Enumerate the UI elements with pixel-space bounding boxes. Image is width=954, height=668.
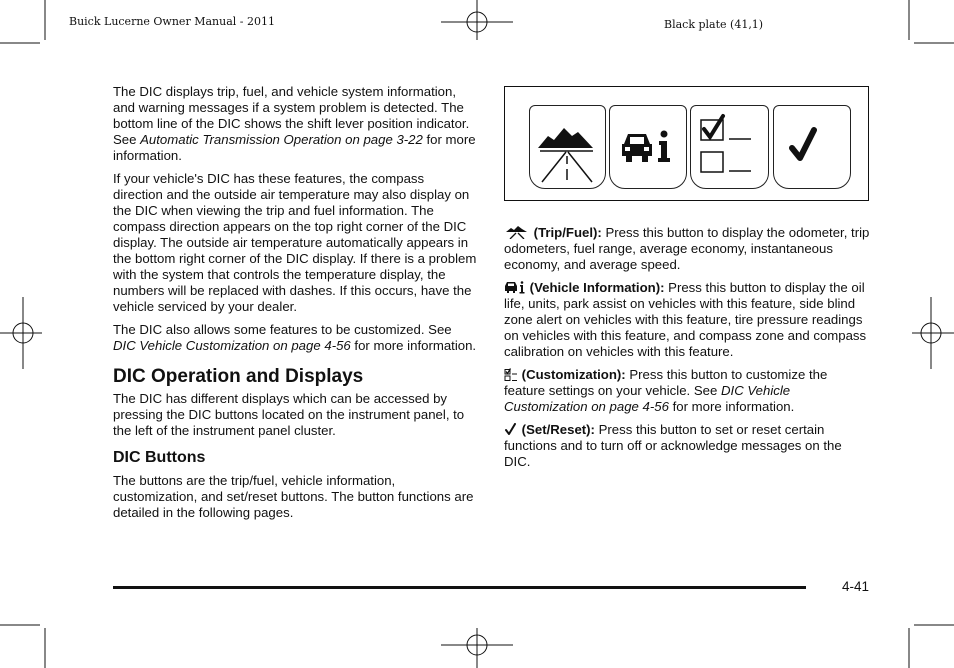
paragraph-compass-temperature: If your vehicle's DIC has these features, the compass direction and the outside air temperature may also display on the DIC when viewing the trip and fuel information. The compass direction appears on the top right corner of the DIC display. The outside air temperature automatically appears in the bottom right corner of the DIC display. If there is a problem with the system that controls the temperature display, the numbers will be replaced with dashes. If this occurs, have the vehicle serviced by your dealer. — [113, 171, 477, 314]
paragraph-text: for more information. — [350, 338, 477, 353]
right-column — [504, 225, 870, 477]
paragraph-text: for more information. — [668, 399, 795, 414]
plate-label: Black plate (41,1) — [664, 18, 764, 31]
paragraph-dic-buttons: The buttons are the trip/fuel, vehicle information, customization, and set/reset buttons. The button functions are detailed in the following pages. — [113, 473, 474, 520]
paragraph-text: The DIC displays trip, fuel, and vehicle system information, and warning messages if a system problem is detected. The bottom line of the DIC shows the shift lever position indicator. See — [113, 84, 470, 147]
left-column — [113, 84, 477, 528]
customization-description — [504, 367, 870, 415]
paragraph-text: The DIC also allows some features to be customized. See — [113, 322, 452, 337]
set-reset-checkmark-icon — [774, 106, 850, 188]
paragraph-dic-overview — [113, 84, 477, 164]
paragraph-text: Press this button to display the oil life, units, park assist on vehicles with this feature, side blind zone alert on vehicles with this feature, tire pressure readings on vehicles with this feature, and compass zone and compass calibration on vehicles with this feature. — [504, 280, 867, 359]
paragraph-text: Press this button to display the odometer, trip odometers, fuel range, average economy, instantaneous economy, and average speed. — [504, 225, 870, 272]
dic-buttons-figure — [504, 86, 869, 201]
customization-checklist-icon — [691, 106, 768, 188]
paragraph-text: Press this button to set or reset certain functions and to turn off or acknowledge messages on the DIC. — [504, 422, 842, 469]
trip-fuel-road-icon — [530, 106, 605, 188]
subsection-title: DIC Buttons — [113, 449, 206, 466]
vehicle-information-button — [609, 105, 687, 189]
trip-fuel-button — [529, 105, 606, 189]
customization-icon — [504, 368, 518, 381]
footer-rule — [113, 586, 806, 589]
set-reset-term: (Set/Reset): — [521, 422, 595, 437]
checkmark-icon — [504, 423, 518, 436]
paragraph-text: for more information. — [113, 132, 476, 163]
set-reset-button — [773, 105, 851, 189]
cross-reference[interactable]: Automatic Transmission Operation on page 3-22 — [140, 132, 423, 147]
customization-button — [690, 105, 769, 189]
manual-title: Buick Lucerne Owner Manual - 2011 — [69, 15, 275, 28]
set-reset-description — [504, 422, 870, 470]
paragraph-dic-displays: The DIC has different displays which can be accessed by pressing the DIC buttons located on the instrument panel, to the left of the instrument panel cluster. — [113, 391, 465, 438]
vehicle-information-icon — [610, 106, 686, 188]
section-title: DIC Operation and Displays — [113, 366, 364, 387]
paragraph-customization — [113, 322, 477, 354]
cross-reference[interactable]: DIC Vehicle Customization on page 4-56 — [113, 338, 351, 353]
vehicle-information-term: (Vehicle Information): — [529, 280, 665, 295]
paragraph-text: Press this button to customize the feature settings on your vehicle. See — [504, 367, 828, 398]
vehicle-info-icon — [504, 281, 526, 294]
customization-term: (Customization): — [521, 367, 626, 382]
page-number: 4-41 — [842, 579, 870, 594]
cross-reference[interactable]: DIC Vehicle Customization on page 4-56 — [504, 383, 791, 414]
trip-fuel-icon — [504, 226, 530, 239]
trip-fuel-description — [504, 225, 870, 273]
trip-fuel-term: (Trip/Fuel): — [533, 225, 602, 240]
vehicle-information-description — [504, 280, 870, 360]
